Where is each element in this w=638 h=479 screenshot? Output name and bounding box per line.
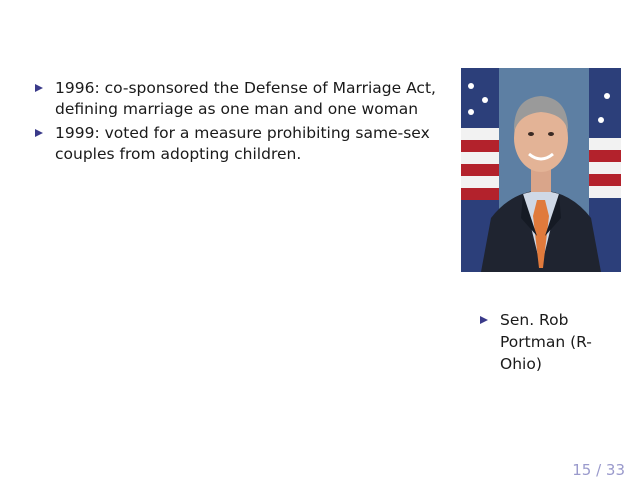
caption-item (478, 309, 628, 375)
caption-text: Sen. Rob Portman (R-Ohio) (500, 311, 592, 373)
senator-portrait (461, 68, 621, 272)
bullet-list (33, 78, 453, 168)
triangle-bullet-icon (35, 84, 43, 92)
triangle-bullet-icon (480, 316, 488, 324)
triangle-bullet-icon (35, 129, 43, 137)
bullet-text: 1996: co-sponsored the Defense of Marriage Act, defining marriage as one man and one woman (55, 79, 436, 118)
bullet-item (33, 78, 453, 120)
bullet-text: 1999: voted for a measure prohibiting same-sex couples from adopting children. (55, 124, 430, 163)
page-number: 15 / 33 (572, 461, 625, 479)
bullet-item (33, 123, 453, 165)
caption-list (478, 309, 628, 375)
